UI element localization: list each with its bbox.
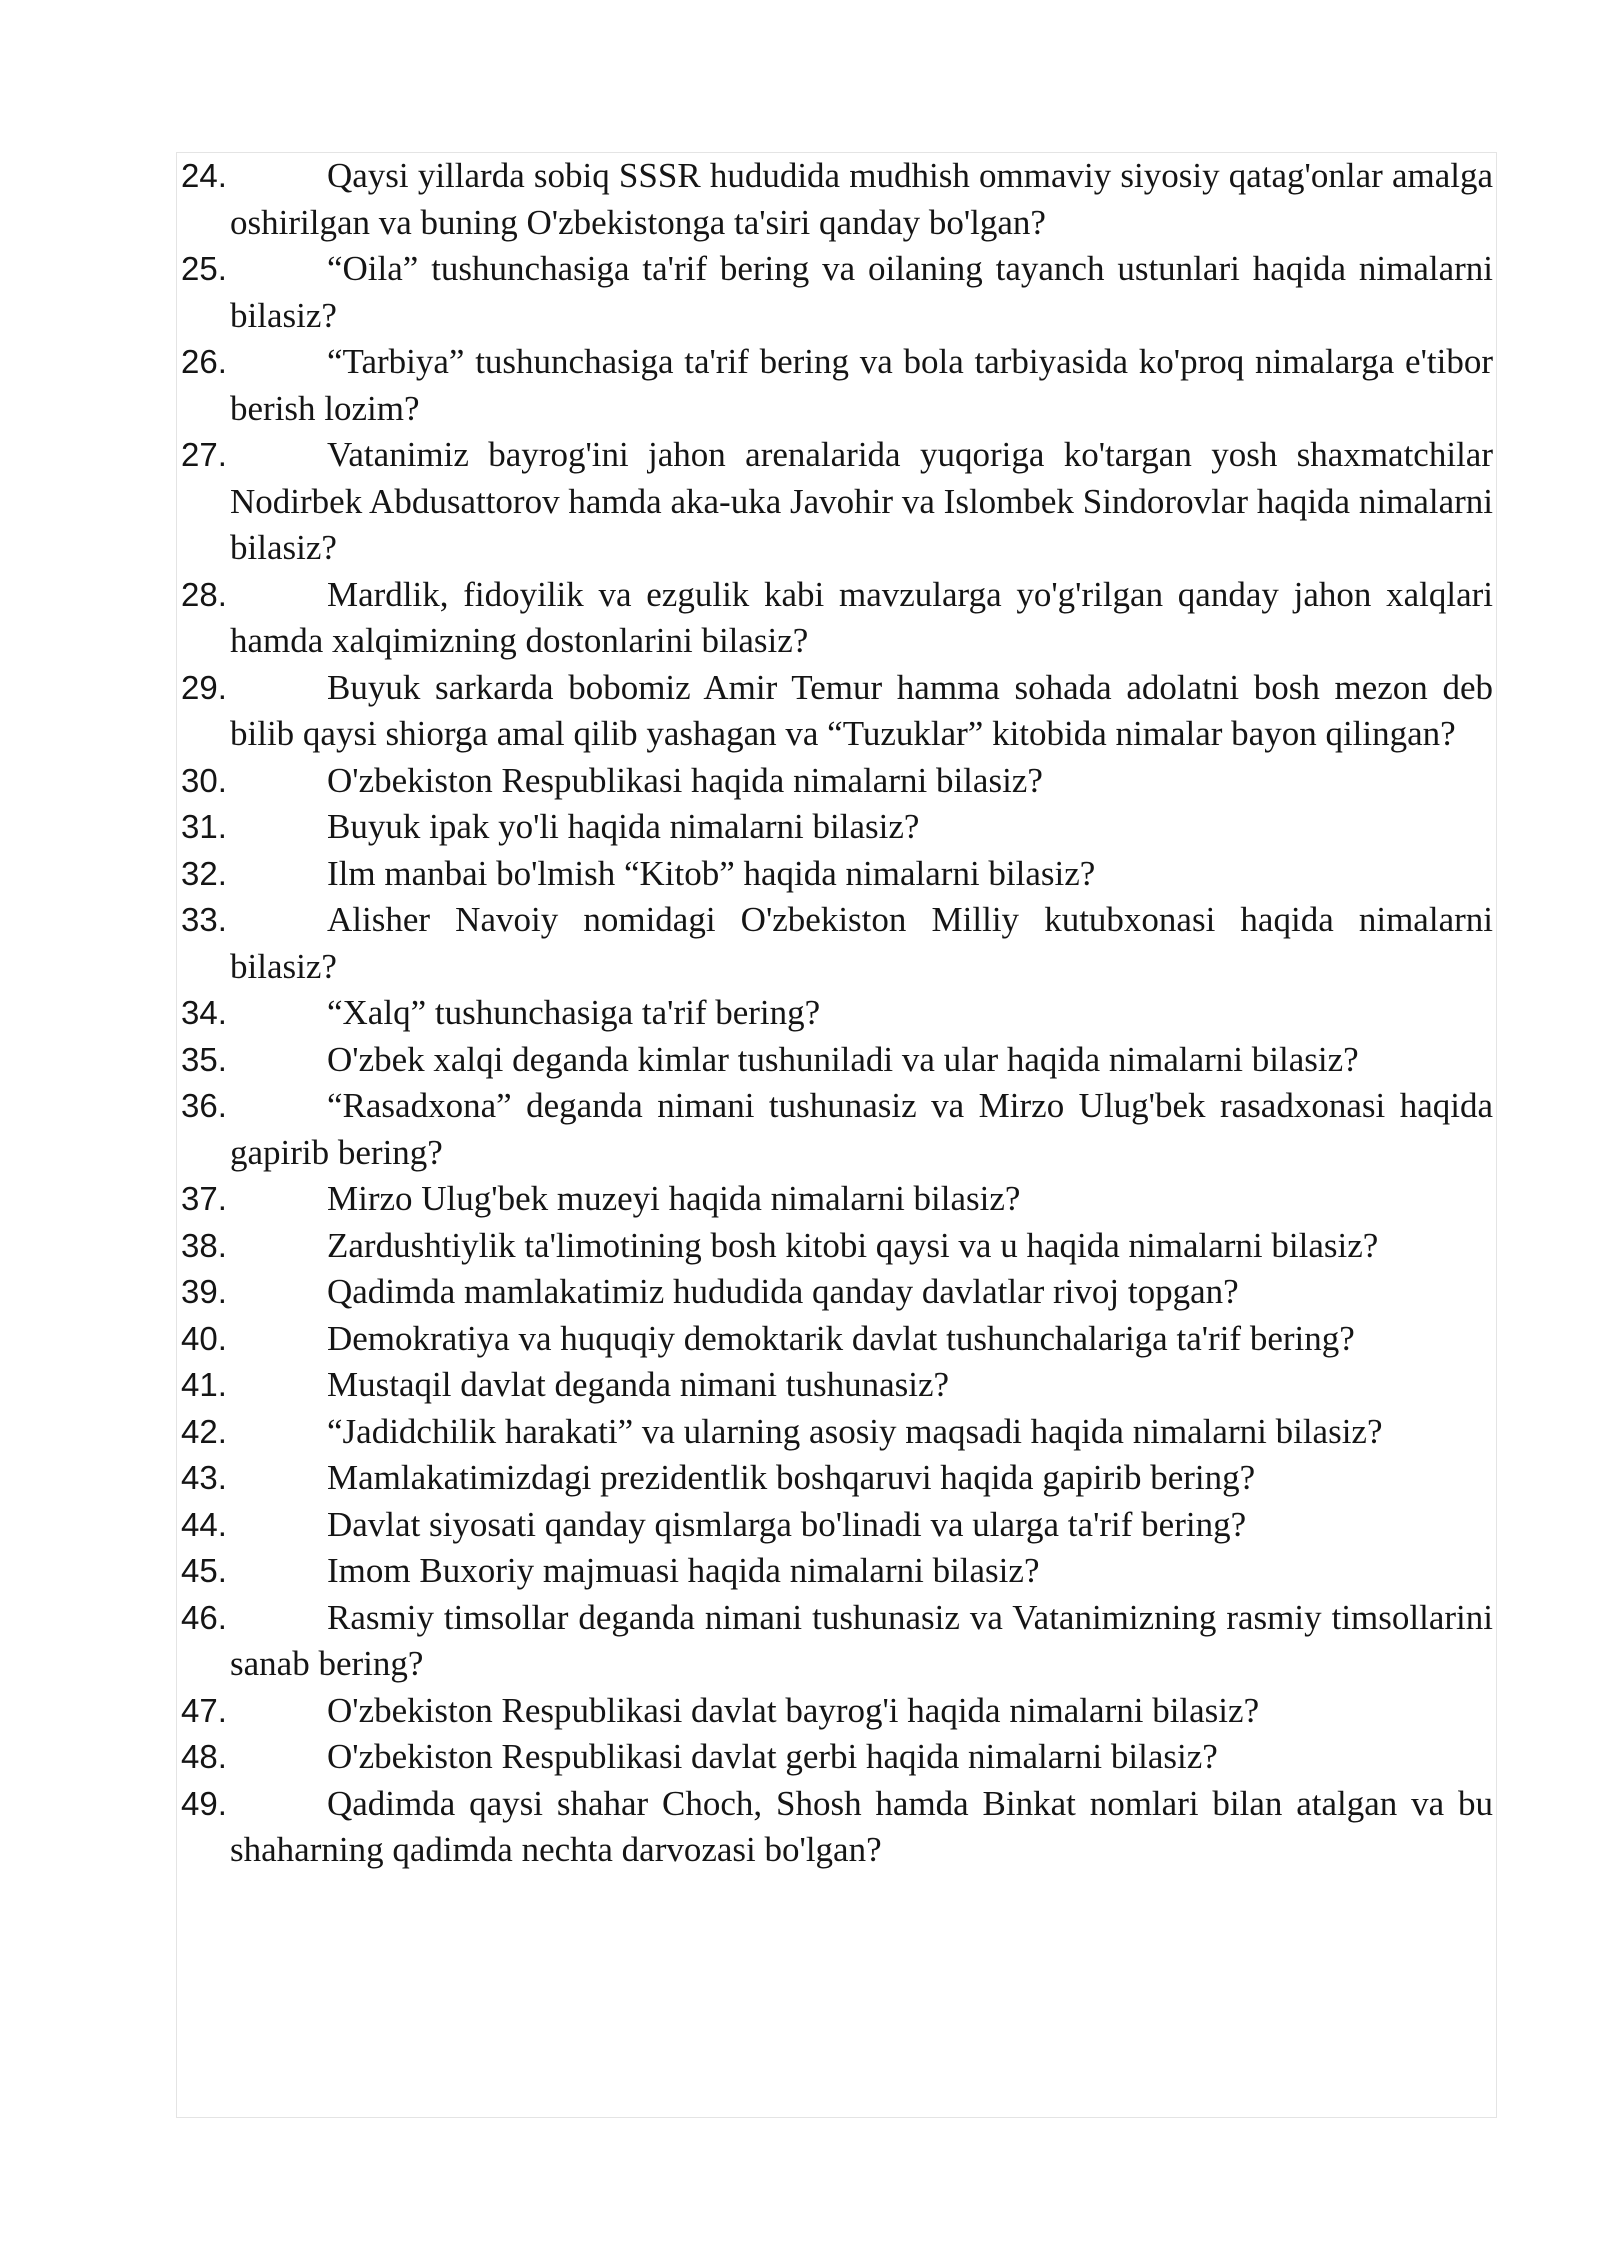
question-number: 34.	[181, 994, 227, 1031]
question-item	[181, 665, 1493, 758]
question-number: 35.	[181, 1040, 227, 1078]
question-item	[181, 1781, 1493, 1874]
question-text: Imom Buxoriy majmuasi haqida nimalarni bilasiz?	[327, 1551, 1040, 1590]
question-item	[181, 1734, 1493, 1781]
question-text: Vatanimiz bayrog'ini jahon arenalarida yuqoriga ko'targan yosh shaxmatchilar Nodirbek Abdusattorov hamda aka-uka Javohir va Islombek Sindorovlar haqida nimalarni bilasiz?	[230, 435, 1493, 567]
question-text: “Tarbiya” tushunchasiga ta'rif bering va bola tarbiyasida ko'proq nimalarga e'tibor berish lozim?	[230, 342, 1493, 428]
question-number: 49.	[181, 1784, 227, 1822]
question-item	[181, 1502, 1493, 1549]
question-text: Davlat siyosati qanday qismlarga bo'linadi va ularga ta'rif bering?	[327, 1504, 1247, 1544]
question-item	[181, 1269, 1493, 1316]
question-number: 38.	[181, 1226, 227, 1264]
question-number: 36.	[181, 1087, 227, 1124]
question-item	[181, 1176, 1493, 1223]
question-item	[181, 1362, 1493, 1409]
question-item	[181, 432, 1493, 572]
question-text: Buyuk sarkarda bobomiz Amir Temur hamma sohada adolatni bosh mezon deb bilib qaysi shiorga amal qilib yashagan va “Tuzuklar” kitobida nimalar bayon qilingan?	[230, 667, 1493, 753]
question-item	[181, 1037, 1493, 1084]
question-number: 30.	[181, 761, 227, 799]
question-item	[181, 897, 1493, 990]
question-text: Rasmiy timsollar deganda nimani tushunasiz va Vatanimizning rasmiy timsollarini sanab bering?	[230, 1597, 1493, 1683]
question-number: 48.	[181, 1738, 227, 1775]
question-item	[181, 851, 1493, 898]
question-number: 26.	[181, 343, 227, 380]
question-text: Demokratiya va huquqiy demoktarik davlat tushunchalariga ta'rif bering?	[327, 1318, 1355, 1358]
question-number: 29.	[181, 668, 227, 706]
question-item	[181, 339, 1493, 432]
question-list	[181, 153, 1493, 1874]
question-number: 27.	[181, 436, 227, 473]
question-text: O'zbekiston Respublikasi davlat gerbi haqida nimalarni bilasiz?	[327, 1737, 1218, 1776]
question-number: 32.	[181, 854, 227, 892]
question-item	[181, 246, 1493, 339]
question-item	[181, 153, 1493, 246]
question-number: 42.	[181, 1412, 227, 1450]
question-number: 37.	[181, 1180, 227, 1217]
question-text: Ilm manbai bo'lmish “Kitob” haqida nimalarni bilasiz?	[327, 853, 1096, 893]
question-item	[181, 572, 1493, 665]
question-number: 24.	[181, 157, 227, 194]
question-item	[181, 1316, 1493, 1363]
question-text: Mardlik, fidoyilik va ezgulik kabi mavzularga yo'g'rilgan qanday jahon xalqlari hamda xalqimizning dostonlarini bilasiz?	[230, 574, 1493, 660]
question-number: 47.	[181, 1691, 227, 1729]
question-text: Mustaqil davlat deganda nimani tushunasiz?	[327, 1365, 950, 1404]
question-number: 40.	[181, 1319, 227, 1357]
question-text: “Oila” tushunchasiga ta'rif bering va oilaning tayanch ustunlari haqida nimalarni bilasiz?	[230, 249, 1493, 335]
question-number: 44.	[181, 1505, 227, 1543]
question-number: 46.	[181, 1598, 227, 1636]
question-number: 33.	[181, 901, 227, 938]
question-number: 28.	[181, 575, 227, 613]
question-number: 45.	[181, 1552, 227, 1589]
question-item	[181, 804, 1493, 851]
question-text: Qadimda mamlakatimiz hududida qanday davlatlar rivoj topgan?	[327, 1272, 1239, 1311]
question-number: 25.	[181, 250, 227, 287]
question-item	[181, 1083, 1493, 1176]
question-text: Zardushtiylik ta'limotining bosh kitobi qaysi va u haqida nimalarni bilasiz?	[327, 1225, 1379, 1265]
question-text: Buyuk ipak yo'li haqida nimalarni bilasiz?	[327, 807, 920, 846]
question-text: Mamlakatimizdagi prezidentlik boshqaruvi haqida gapirib bering?	[327, 1458, 1256, 1497]
question-item	[181, 1548, 1493, 1595]
question-number: 39.	[181, 1273, 227, 1310]
question-text: Alisher Navoiy nomidagi O'zbekiston Milliy kutubxonasi haqida nimalarni bilasiz?	[230, 900, 1493, 986]
question-text: O'zbekiston Respublikasi haqida nimalarni bilasiz?	[327, 760, 1043, 800]
question-item	[181, 1688, 1493, 1735]
question-text: Mirzo Ulug'bek muzeyi haqida nimalarni bilasiz?	[327, 1179, 1021, 1218]
question-item	[181, 1223, 1493, 1270]
question-text: “Xalq” tushunchasiga ta'rif bering?	[327, 993, 821, 1032]
question-item	[181, 990, 1493, 1037]
question-number: 41.	[181, 1366, 227, 1403]
question-item	[181, 1455, 1493, 1502]
question-text: O'zbekiston Respublikasi davlat bayrog'i haqida nimalarni bilasiz?	[327, 1690, 1260, 1730]
question-number: 43.	[181, 1459, 227, 1496]
question-text: Qaysi yillarda sobiq SSSR hududida mudhish ommaviy siyosiy qatag'onlar amalga oshirilgan va buning O'zbekistonga ta'siri qanday bo'lgan?	[230, 156, 1493, 242]
question-text: “Rasadxona” deganda nimani tushunasiz va Mirzo Ulug'bek rasadxonasi haqida gapirib bering?	[230, 1086, 1493, 1172]
question-item	[181, 1595, 1493, 1688]
question-number: 31.	[181, 808, 227, 845]
question-item	[181, 1409, 1493, 1456]
question-text: O'zbek xalqi deganda kimlar tushuniladi va ular haqida nimalarni bilasiz?	[327, 1039, 1359, 1079]
question-text: Qadimda qaysi shahar Choch, Shosh hamda Binkat nomlari bilan atalgan va bu shaharning qadimda nechta darvozasi bo'lgan?	[230, 1783, 1493, 1869]
question-item	[181, 758, 1493, 805]
question-text: “Jadidchilik harakati” va ularning asosiy maqsadi haqida nimalarni bilasiz?	[327, 1411, 1383, 1451]
